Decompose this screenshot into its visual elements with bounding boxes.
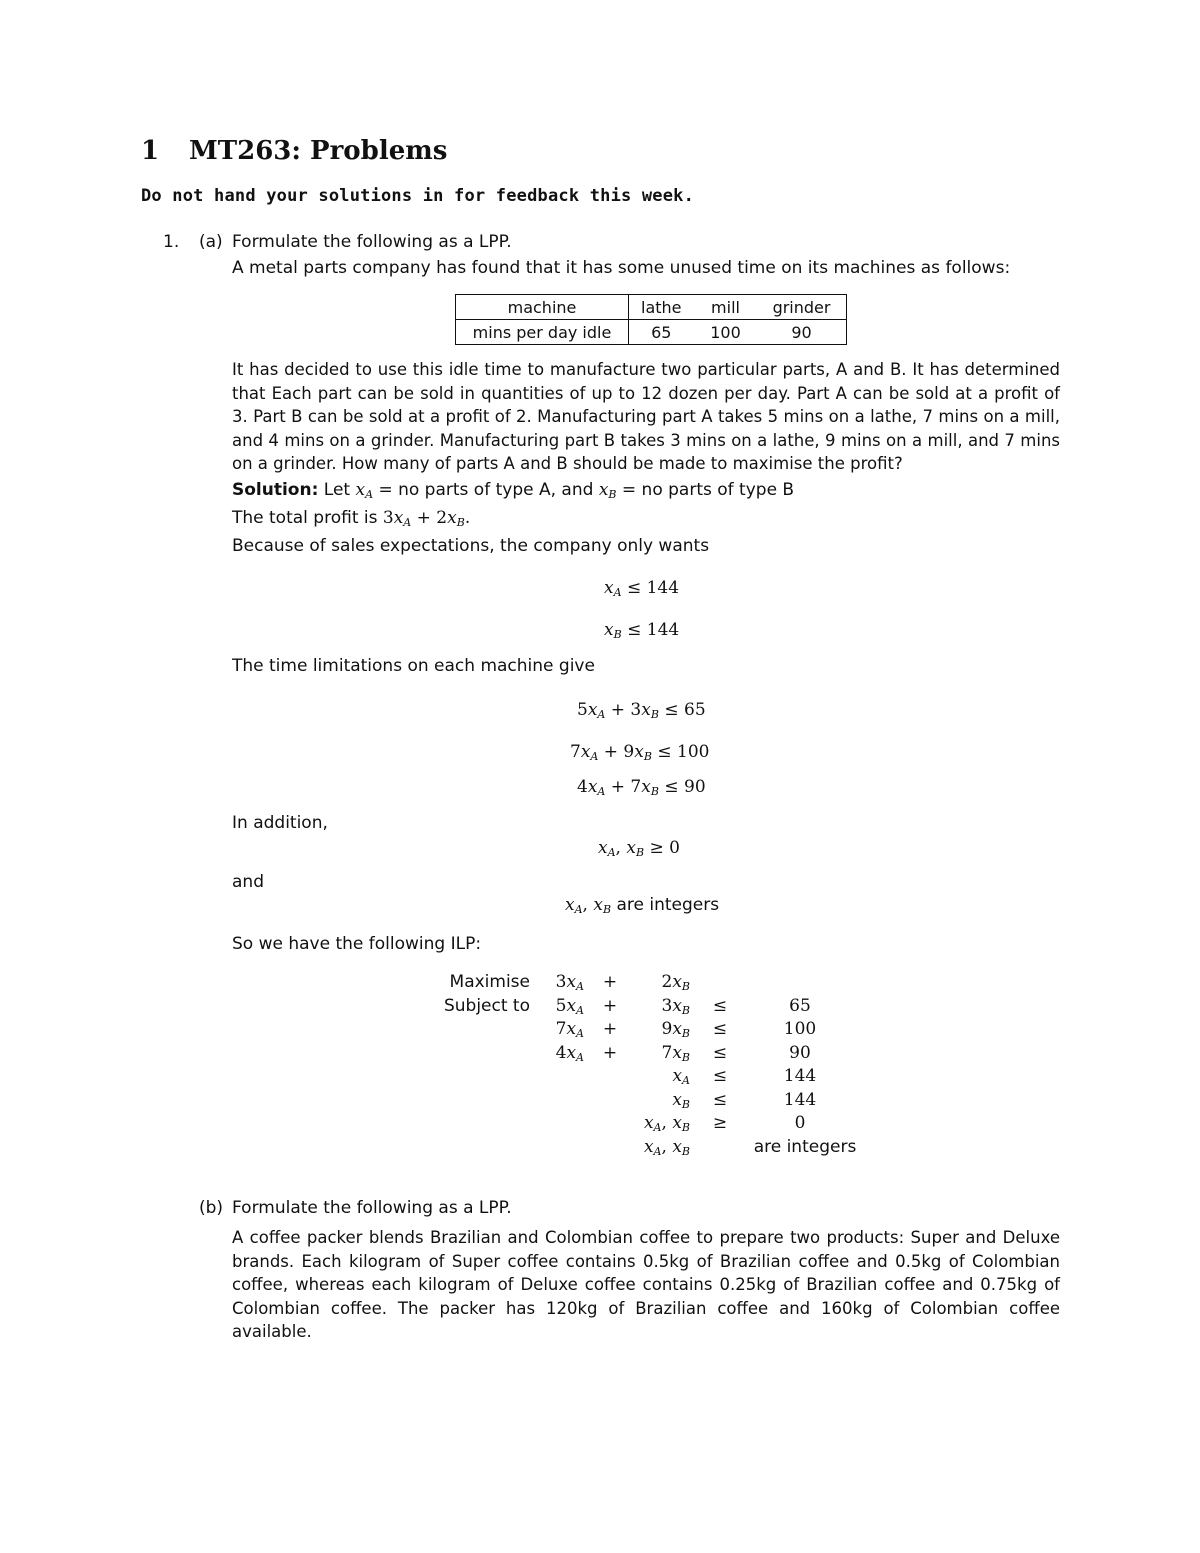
sales-text: Because of sales expectations, the company only wants <box>232 536 710 556</box>
part-a-prompt: Formulate the following as a LPP. <box>232 232 512 252</box>
part-a-intro: A metal parts company has found that it has some unused time on its machines as follows: <box>232 258 1011 278</box>
profit-text: The total profit is <box>232 508 378 528</box>
part-a-paragraph: It has decided to use this idle time to manufacture two particular parts, A and B. It has determined that Each part can be sold in quantities of up to 12 dozen per day. Part A can be sold at a profit of 3. Part B can be sold at a profit of 2. Manufacturing part A takes 5 mins on a lathe, 7 mins on a mill, and 4 mins on a grinder. Manufacturing part B takes 3 mins on a lathe, 9 mins on a mill, and 7 mins on a grinder. How many of parts A and B should be made to maximise the profit? <box>232 360 1060 473</box>
table-header-cell: lathe <box>629 295 694 320</box>
ilp-rhs: 144 <box>783 1089 817 1110</box>
table-cell: 100 <box>710 322 741 342</box>
section-heading <box>141 136 447 166</box>
time-text: The time limitations on each machine give <box>232 656 595 676</box>
addition-text: In addition, <box>232 813 328 833</box>
and-text: and <box>232 872 264 892</box>
question-number: 1. <box>163 232 180 252</box>
part-a-label: (a) <box>199 232 223 252</box>
constraint-nonneg: $x_A$, $x_B \ge 0$ <box>598 838 680 859</box>
table-cell: 90 <box>791 322 812 342</box>
constraint-mill: $7x_A + 9x_B \le 100$ <box>570 742 710 763</box>
table-row <box>456 320 847 345</box>
section-title: MT263: Problems <box>189 136 448 166</box>
section-number: 1 <box>141 136 160 166</box>
constraint-grinder: $4x_A + 7x_B \le 90$ <box>577 777 706 798</box>
table-cell: mins per day idle <box>456 320 629 345</box>
solution-text: = no parts of type B <box>621 480 795 500</box>
constraint-xa: $x_A \le 144$ <box>604 578 680 599</box>
ilp-rhs: 0 <box>794 1113 806 1133</box>
ilp-rhs: 90 <box>789 1042 811 1063</box>
notice: Do not hand your solutions in for feedback this week. <box>141 186 695 206</box>
part-b-paragraph: A coffee packer blends Brazilian and Colombian coffee to prepare two products: Super and Deluxe brands. Each kilogram of Super coffee contains 0.5kg of Brazilian coffee and 0.5kg of Colombian coffee, whereas each kilogram of Deluxe coffee contains 0.25kg of Brazilian coffee and 0.75kg of Colombian coffee. The packer has 120kg of Brazilian coffee and 160kg of Colombian coffee available. <box>232 1228 1060 1341</box>
constraint-value: 0 <box>669 838 680 858</box>
part-b-prompt: Formulate the following as a LPP. <box>232 1198 512 1218</box>
ilp-rhs: 100 <box>783 1019 817 1039</box>
constraint-value: 144 <box>646 620 680 640</box>
ilp-text: So we have the following ILP: <box>232 934 482 954</box>
part-b-label: (b) <box>199 1198 224 1218</box>
constraint-value: 90 <box>684 777 706 797</box>
profit-line: The total profit is $3x_A + 2x_B$. <box>232 508 471 529</box>
ilp-rhs: 65 <box>789 995 811 1016</box>
constraint-xb: $x_B \le 144$ <box>604 620 680 641</box>
table-header-cell: machine <box>456 295 629 320</box>
table-row <box>456 295 847 320</box>
constraint-value: 65 <box>684 700 706 720</box>
solution-text: = no parts of type A, and <box>378 480 594 500</box>
constraint-value: 144 <box>646 578 680 598</box>
constraint-integers: $x_A$, $x_B$ are integers <box>565 895 720 916</box>
constraint-value: 100 <box>677 742 710 762</box>
table-cell: 65 <box>651 322 672 342</box>
solution-label: Solution: <box>232 480 319 500</box>
solution-text: Let <box>323 480 351 500</box>
idle-time-table <box>455 294 847 345</box>
table-header-cell: grinder <box>758 295 847 320</box>
ilp-integers: are integers <box>753 1136 857 1157</box>
table-header-cell: mill <box>694 295 758 320</box>
solution-line: Solution: Let $x_A$ = no parts of type A, and $x_B$ = no parts of type B <box>232 480 795 501</box>
constraint-lathe: $5x_A + 3x_B \le 65$ <box>577 700 706 721</box>
ilp-maximise-label: Maximise <box>449 972 530 992</box>
ilp-rhs: 144 <box>783 1066 817 1086</box>
ilp-subject-label: Subject to <box>443 995 530 1016</box>
integers-text: are integers <box>616 895 720 915</box>
